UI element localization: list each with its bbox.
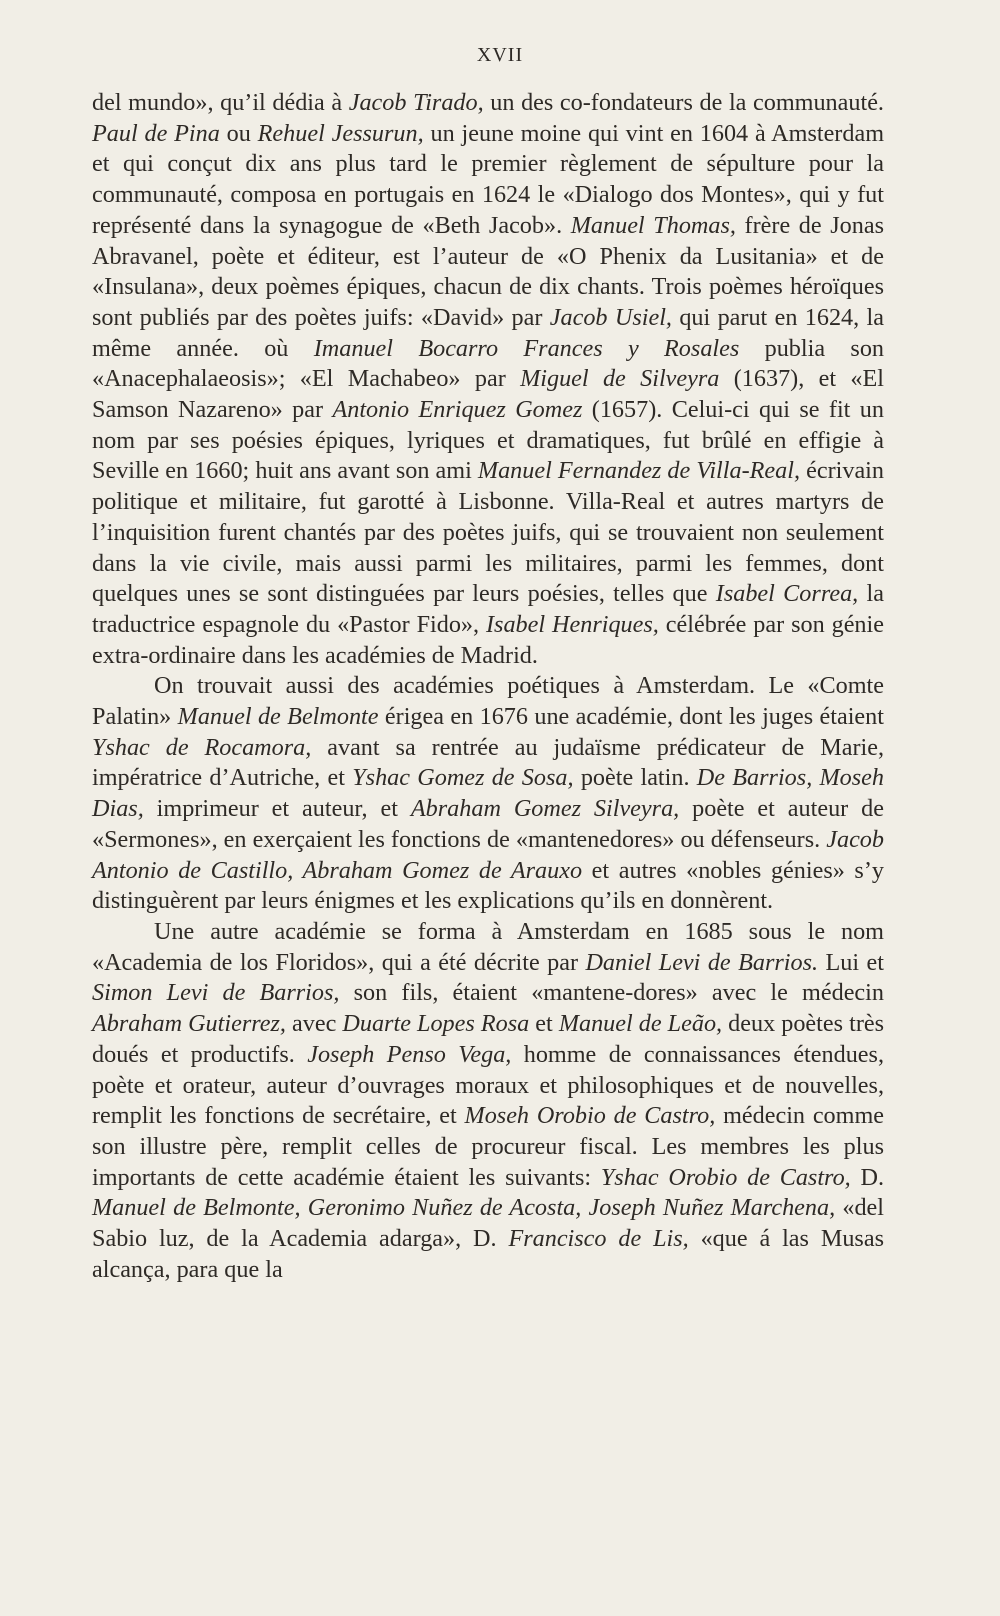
- paragraph-2: [92, 671, 884, 917]
- text-run: un jeune moine qui vint en 1604 à Amsterdam et qui conçut dix ans plus tard le premier règlement de sépulture pour la communauté, composa en portugais en 1624 le «Dialogo dos Montes», qui y fut représenté dans la synagogue de «Beth Jacob».: [92, 119, 885, 239]
- text-run: médecin comme son illustre père, remplit celles de procureur fiscal. Les membres les plus importants de cette académie étaient les suivants:: [92, 1102, 885, 1191]
- text-run: «que á las Musas alcança, para que la: [92, 1225, 884, 1283]
- text-run: avec: [285, 1010, 343, 1038]
- italic-name: Miguel de Silveyra: [520, 365, 720, 393]
- italic-name: Duarte Lopes Rosa: [342, 1010, 530, 1038]
- italic-name: Joseph Penso Vega,: [307, 1040, 512, 1068]
- text-run: et autres «nobles génies» s’y distinguèrent par leurs énigmes et les explications qu’ils en donnèrent.: [92, 856, 884, 915]
- italic-name: Yshac Orobio de Castro,: [600, 1163, 851, 1191]
- text-run: deux poètes très doués et productifs.: [92, 1010, 885, 1068]
- text-run: poète et auteur de «Sermones», en exerçaient les fonctions de «mantenedores» ou défenseurs.: [92, 795, 884, 853]
- italic-name: Rehuel Jessurun,: [257, 119, 424, 147]
- italic-name: Jacob Usiel,: [549, 303, 672, 331]
- italic-name: Daniel Levi de Barrios.: [585, 948, 819, 976]
- italic-name: Yshac de Rocamora,: [92, 733, 312, 761]
- text-run: On trouvait aussi des académies poétiques à Amsterdam. Le «Comte Palatin»: [92, 672, 884, 731]
- text-run: Lui et: [818, 948, 885, 976]
- italic-name: Manuel de Belmonte, Geronimo Nuñez de Acosta, Joseph Nuñez Marchena,: [92, 1194, 836, 1222]
- text-run: son fils, étaient «mantene-dores» avec le médecin: [339, 979, 884, 1007]
- text-run: (1637), et «El Samson Nazareno» par: [92, 365, 884, 424]
- text-run: «del Sabio luz, de la Academia adarga», D.: [92, 1194, 884, 1253]
- text-run: imprimeur et auteur, et: [143, 795, 411, 823]
- italic-name: Manuel de Leão,: [558, 1010, 723, 1038]
- paragraph-3: [92, 917, 884, 1285]
- text-run: qui parut en 1624, la même année. où: [92, 303, 884, 362]
- italic-name: Manuel de Belmonte: [177, 703, 379, 731]
- text-run: un des co-fondateurs de la communauté.: [483, 89, 884, 116]
- text-run: (1657). Celui-ci qui se fit un nom par ses poésies épiques, lyriques et dramatiques, fut brûlé en effigie à Seville en 1660; huit ans avant son ami: [92, 396, 884, 485]
- text-run: publia son «Anacephalaeosis»; «El Machabeo» par: [92, 334, 885, 393]
- italic-name: Manuel Thomas,: [570, 211, 736, 239]
- italic-name: Jacob Antonio de Castillo, Abraham Gomez de Arauxo: [92, 825, 884, 884]
- text-run: ou: [219, 119, 258, 147]
- italic-name: Jacob Tirado,: [348, 89, 484, 116]
- italic-name: Simon Levi de Barrios,: [92, 979, 340, 1007]
- text-run: del mundo», qu’il dédia à: [92, 89, 349, 116]
- italic-name: Manuel Fernandez de Villa-Real,: [477, 457, 801, 485]
- italic-name: Isabel Correa,: [715, 580, 859, 608]
- italic-name: De Barrios, Moseh Dias,: [92, 764, 884, 823]
- text-run: écrivain politique et militaire, fut garotté à Lisbonne. Villa-Real et autres martyrs de l’inquisition furent chantés par des poètes juifs, qui se trouvaient non seulement dans la vie civile, mais aussi parmi les militaires, parmi les femmes, dont quelques unes se sont distinguées par leurs poésies, telles que: [92, 457, 884, 608]
- italic-name: Moseh Orobio de Castro,: [464, 1102, 716, 1130]
- italic-name: Imanuel Bocarro Frances y Rosales: [313, 334, 740, 362]
- text-run: Une autre académie se forma à Amsterdam en 1685 sous le nom «Academia de los Floridos», qui a été décrite par: [92, 917, 884, 976]
- text-run: célébrée par son génie extra-ordinaire dans les académies de Madrid.: [92, 610, 884, 669]
- italic-name: Abraham Gutierrez,: [92, 1010, 286, 1038]
- italic-name: Antonio Enriquez Gomez: [332, 396, 583, 424]
- text-run: frère de Jonas Abravanel, poète et éditeur, est l’auteur de «O Phenix da Lusitania» et de «Insulana», deux poèmes épiques, chacun de dix chants. Trois poèmes héroïques sont publiés par des poètes juifs: «David» par: [92, 211, 885, 331]
- body-text: [92, 88, 884, 1285]
- text-run: avant sa rentrée au judaïsme prédicateur de Marie, impératrice d’Autriche, et: [92, 733, 885, 792]
- italic-name: Isabel Henriques,: [486, 610, 659, 638]
- paragraph-1: [92, 88, 884, 671]
- text-run: homme de connaissances étendues, poète et orateur, auteur d’ouvrages moraux et philosophiques et de nouvelles, remplit les fonctions de secrétaire, et: [92, 1040, 884, 1130]
- text-run: la traductrice espagnole du «Pastor Fido»,: [92, 580, 884, 638]
- italic-name: Abraham Gomez Silveyra,: [410, 795, 680, 823]
- text-run: D.: [850, 1163, 884, 1191]
- text-run: et: [529, 1010, 559, 1038]
- text-run: poète latin.: [573, 764, 697, 792]
- italic-name: Paul de Pina: [92, 119, 220, 147]
- italic-name: Francisco de Lis,: [508, 1225, 689, 1253]
- page-number: XVII: [476, 44, 524, 66]
- italic-name: Yshac Gomez de Sosa,: [352, 764, 574, 792]
- text-run: érigea en 1676 une académie, dont les juges étaient: [378, 703, 884, 731]
